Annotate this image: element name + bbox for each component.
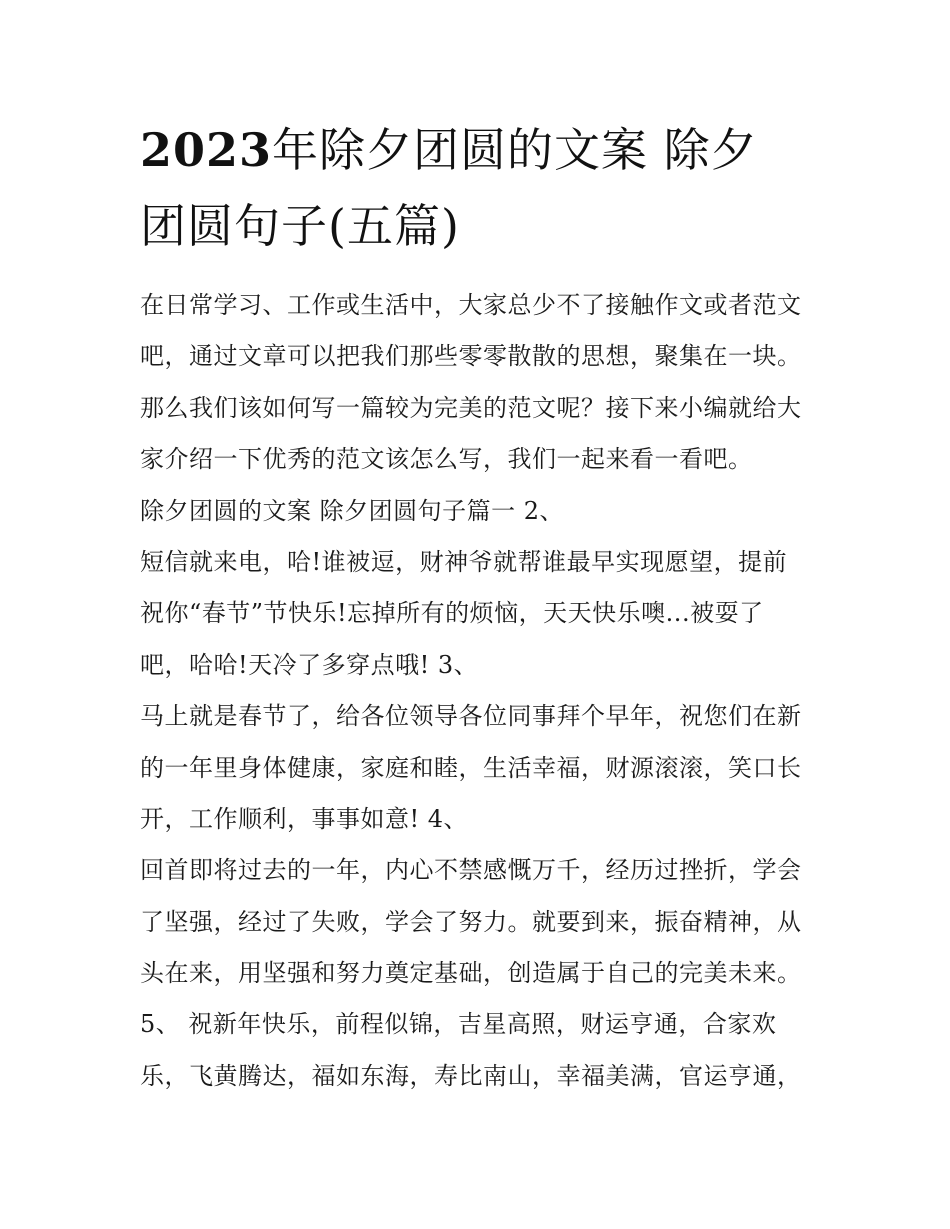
body-line: 马上就是春节了，给各位领导各位同事拜个早年，祝您们在新 [140, 702, 802, 731]
body-line: 头在来，用坚强和努力奠定基础，创造属于自己的完美未来。 [140, 959, 802, 988]
body-line: 5、 祝新年快乐，前程似锦，吉星高照，财运亨通，合家欢 [140, 1010, 777, 1039]
body-line: 祝你“春节”节快乐!忘掉所有的烦恼，天天快乐噢...被耍了 [140, 599, 764, 628]
body-line: 的一年里身体健康，家庭和睦，生活幸福，财源滚滚，笑口长 [140, 753, 802, 782]
body-line: 家介绍一下优秀的范文该怎么写，我们一起来看一看吧。 [140, 445, 753, 474]
title-line2-text: 团圆句子(五篇) [140, 199, 460, 253]
body-line: 那么我们该如何写一篇较为完美的范文呢？接下来小编就给大 [140, 393, 802, 422]
body-line: 短信就来电，哈!谁被逗，财神爷就帮谁最早实现愿望，提前 [140, 547, 788, 576]
body-line: 回首即将过去的一年，内心不禁感慨万千，经历过挫折，学会 [140, 856, 802, 885]
section-heading: 除夕团圆的文案 除夕团圆句子篇一 2、 [140, 496, 565, 525]
body-line: 开，工作顺利，事事如意! 4、 [140, 804, 469, 833]
document-body [140, 280, 820, 1102]
document-title [140, 112, 820, 264]
body-line: 了坚强，经过了失败，学会了努力。就要到来，振奋精神，从 [140, 907, 802, 936]
body-line: 吧，通过文章可以把我们那些零零散散的思想，聚集在一块。 [140, 342, 802, 371]
title-line1-text: 年除夕团圆的文案 除夕 [272, 123, 758, 177]
body-line: 吧，哈哈!天冷了多穿点哦! 3、 [140, 650, 479, 679]
body-line: 在日常学习、工作或生活中，大家总少不了接触作文或者范文 [140, 291, 802, 319]
body-line: 乐，飞黄腾达，福如东海，寿比南山，幸福美满，官运亨通， [140, 1061, 802, 1090]
title-year: 2023 [140, 123, 273, 177]
